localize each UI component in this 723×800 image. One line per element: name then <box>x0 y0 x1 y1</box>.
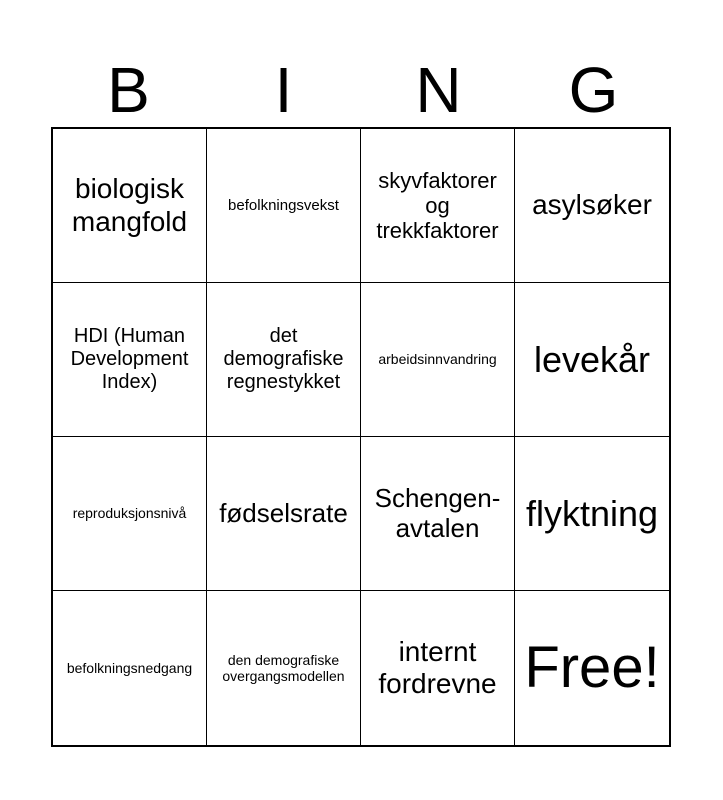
bingo-cell[interactable]: befolkningsnedgang <box>53 591 207 745</box>
bingo-cell[interactable]: asylsøker <box>515 129 669 283</box>
bingo-cell[interactable]: HDI (Human Development Index) <box>53 283 207 437</box>
bingo-cell[interactable]: befolkningsvekst <box>207 129 361 283</box>
bingo-cell[interactable]: internt fordrevne <box>361 591 515 745</box>
bingo-header <box>51 52 671 128</box>
header-letter-i: I <box>274 54 293 126</box>
bingo-cell[interactable]: Schengen-avtalen <box>361 437 515 591</box>
bingo-cell[interactable]: flyktning <box>515 437 669 591</box>
header-letter-n: N <box>415 54 462 126</box>
bingo-cell[interactable]: biologisk mangfold <box>53 129 207 283</box>
bingo-cell[interactable]: den demografiske overgangsmodellen <box>207 591 361 745</box>
bingo-cell[interactable]: fødselsrate <box>207 437 361 591</box>
bingo-cell[interactable]: skyvfaktorer og trekkfaktorer <box>361 129 515 283</box>
header-letter-b: B <box>107 54 150 126</box>
bingo-cell[interactable]: reproduksjonsnivå <box>53 437 207 591</box>
bingo-cell[interactable]: levekår <box>515 283 669 437</box>
bingo-cell[interactable]: arbeidsinnvandring <box>361 283 515 437</box>
bingo-grid <box>51 127 671 747</box>
free-space-cell[interactable]: Free! <box>524 634 660 700</box>
bingo-cell[interactable]: det demografiske regnestykket <box>207 283 361 437</box>
header-letter-g: G <box>568 54 619 126</box>
